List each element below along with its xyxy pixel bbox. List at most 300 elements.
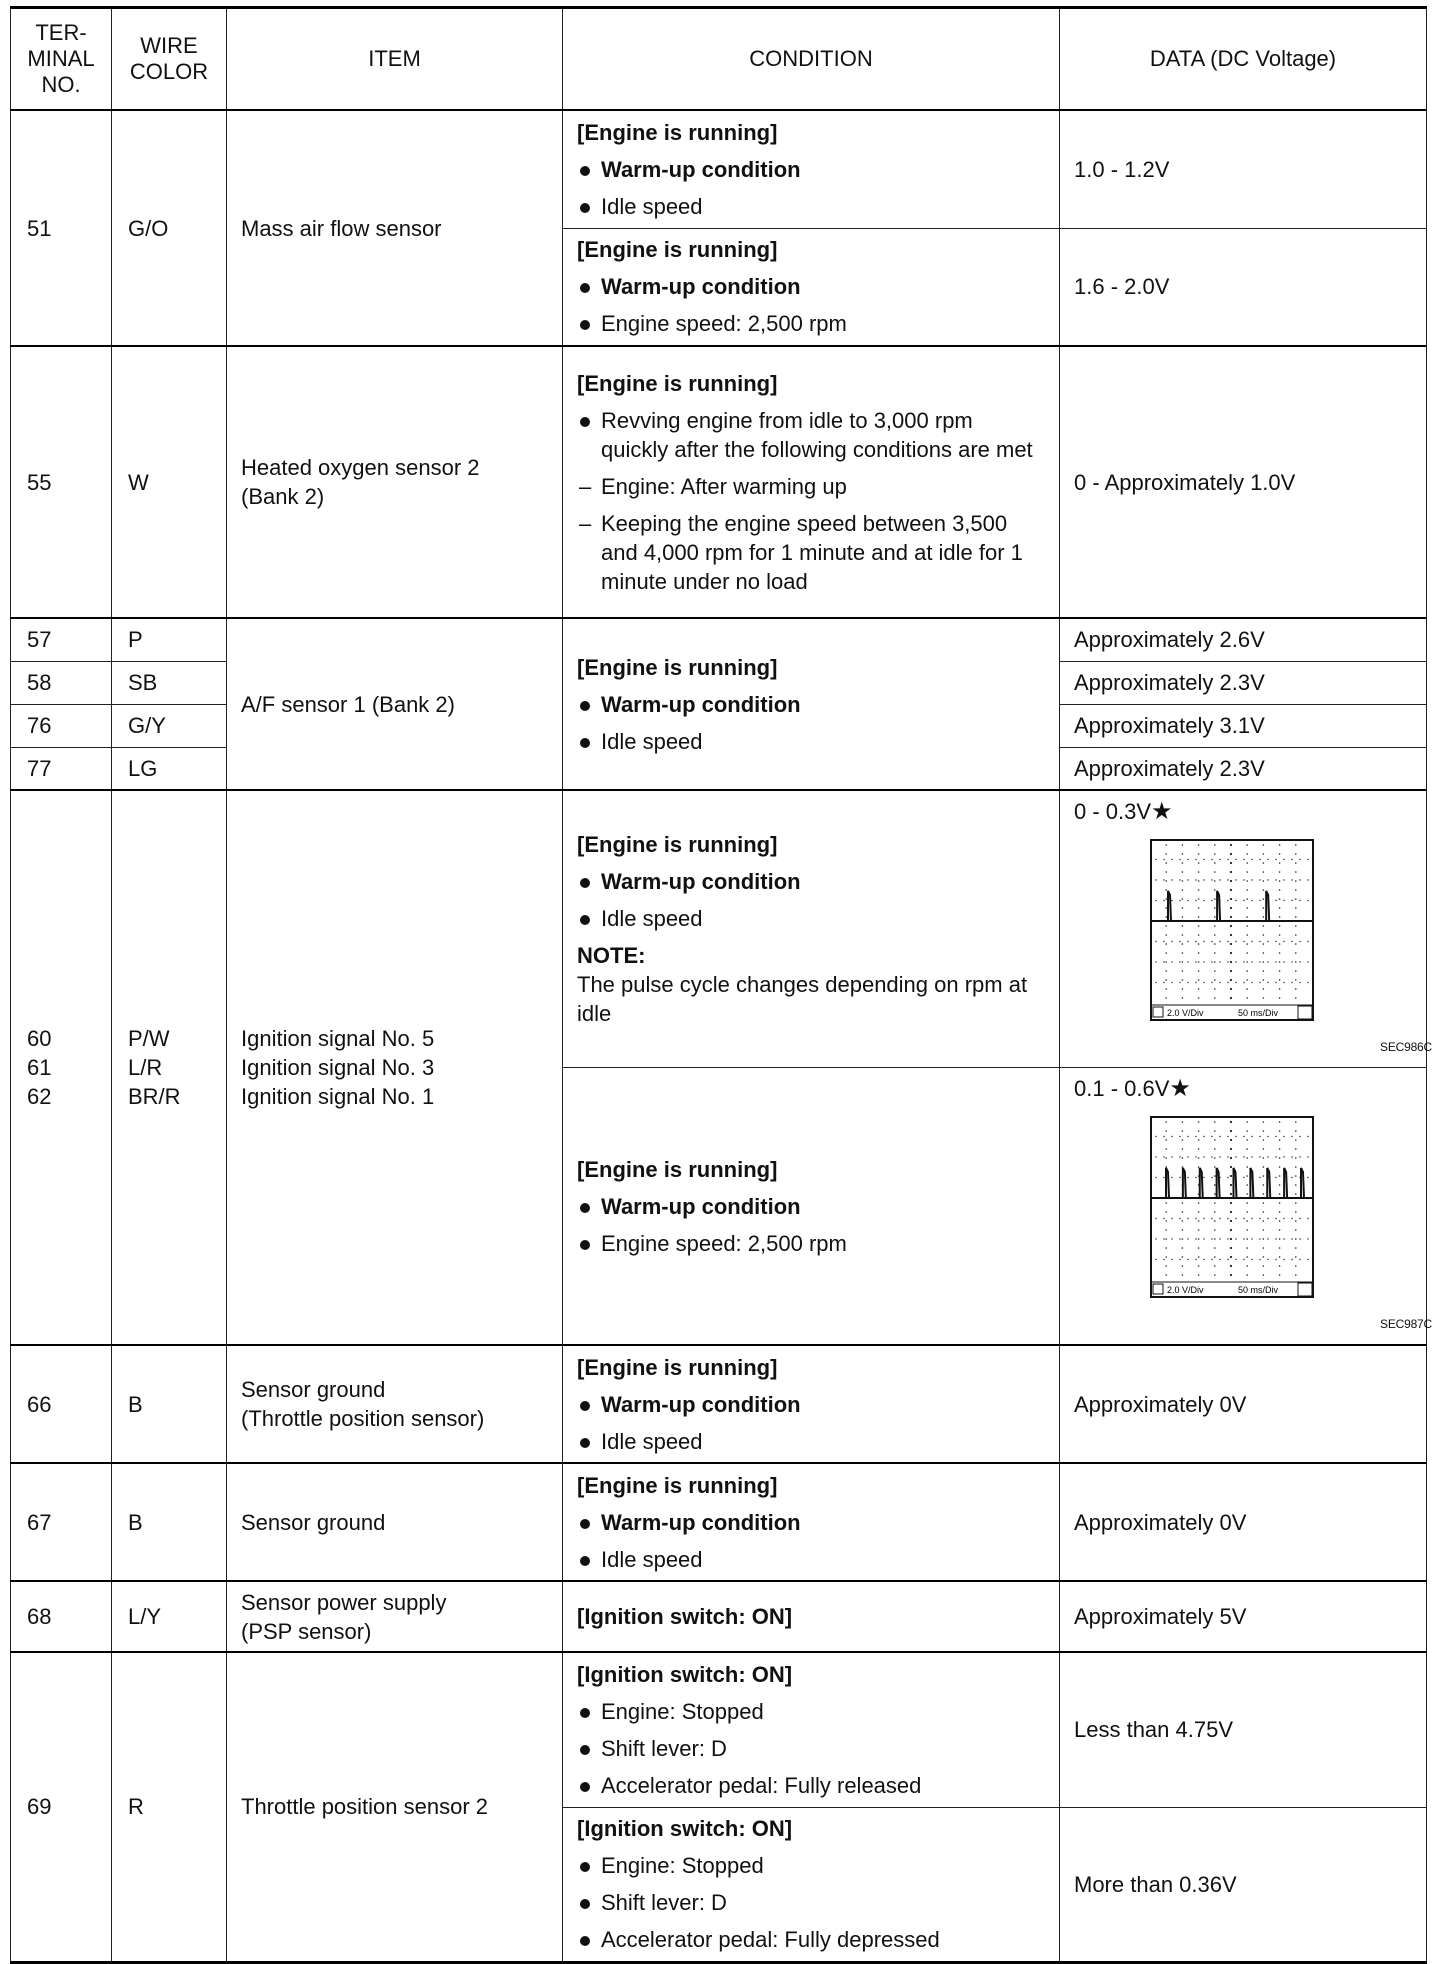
- scope-grid-dot: [1259, 879, 1260, 880]
- scope-grid-dot: [1230, 1256, 1232, 1258]
- terminal-no: 57: [11, 618, 112, 661]
- scope-grid-dot: [1243, 1156, 1244, 1157]
- scope-grid-dot: [1263, 871, 1265, 873]
- scope-grid-dot: [1182, 853, 1184, 855]
- scope-grid-dot: [1246, 871, 1248, 873]
- scope-grid-dot: [1243, 982, 1244, 983]
- scope-grid-dot: [1263, 961, 1265, 963]
- scope-grid-dot: [1187, 1259, 1188, 1260]
- scope-grid-dot: [1198, 1148, 1200, 1150]
- scope-grid-dot: [1246, 1247, 1248, 1249]
- item-line: (Bank 2): [241, 484, 325, 509]
- scope-grid-dot: [1246, 1139, 1248, 1141]
- scope-grid-dot: [1283, 900, 1284, 901]
- scope-grid-dot: [1263, 988, 1265, 990]
- data-value: Approximately 2.3V: [1060, 661, 1427, 704]
- scope-grid-dot: [1214, 1202, 1216, 1204]
- scope-grid-dot: [1259, 900, 1260, 901]
- scope-grid-dot: [1163, 879, 1164, 880]
- header-terminal-line: NO.: [41, 72, 81, 97]
- scope-grid-dot: [1230, 871, 1232, 873]
- scope-grid-dot: [1246, 907, 1248, 909]
- scope-grid-dot: [1291, 1156, 1292, 1157]
- scope-grid-dot: [1230, 925, 1232, 927]
- scope-grid-dot: [1295, 1166, 1297, 1168]
- scope-grid-dot: [1165, 1148, 1167, 1150]
- scope-grid-dot: [1283, 879, 1284, 880]
- scope-grid-dot: [1165, 916, 1167, 918]
- data-value: 1.6 - 2.0V: [1060, 228, 1427, 346]
- scope-grid-dot: [1251, 879, 1252, 880]
- condition-cell: [563, 110, 1060, 228]
- scope-grid-dot: [1211, 1238, 1212, 1239]
- scope-grid-dot: [1275, 1177, 1276, 1178]
- scope-grid-dot: [1263, 934, 1265, 936]
- condition-bullet: Idle speed: [577, 904, 1045, 933]
- scope-grid-dot: [1246, 997, 1248, 999]
- scope-grid-dot: [1171, 859, 1172, 860]
- scope-grid-dot: [1182, 1130, 1184, 1132]
- scope-grid-dot: [1246, 1256, 1248, 1258]
- scope-grid-dot: [1198, 1220, 1200, 1222]
- scope-grid-dot: [1219, 941, 1220, 942]
- scope-grid-dot: [1227, 1238, 1228, 1239]
- scope-grid-dot: [1295, 1238, 1297, 1240]
- data-value: Approximately 0V: [1060, 1463, 1427, 1581]
- scope-grid-dot: [1299, 1136, 1300, 1137]
- scope-grid-dot: [1182, 1202, 1184, 1204]
- scope-grid-dot: [1291, 1218, 1292, 1219]
- scope-grid-dot: [1267, 982, 1268, 983]
- condition-bullet: Accelerator pedal: Fully depressed: [577, 1925, 1045, 1954]
- scope-grid-dot: [1198, 952, 1200, 954]
- scope-grid-dot: [1182, 1220, 1184, 1222]
- scope-grid-dot: [1279, 1211, 1281, 1213]
- scope-grid-dot: [1267, 879, 1268, 880]
- scope-grid-dot: [1246, 988, 1248, 990]
- scope-grid-dot: [1195, 961, 1196, 962]
- scope-grid-dot: [1195, 941, 1196, 942]
- scope-grid-dot: [1165, 898, 1167, 900]
- scope-grid-dot: [1279, 862, 1281, 864]
- scope-grid-dot: [1165, 1265, 1167, 1267]
- scope-grid-dot: [1198, 1238, 1200, 1240]
- scope-grid-dot: [1263, 1247, 1265, 1249]
- scope-grid-dot: [1295, 1265, 1297, 1267]
- scope-grid-dot: [1182, 1256, 1184, 1258]
- scope-grid-dot: [1235, 982, 1236, 983]
- scope-grid-dot: [1246, 1166, 1248, 1168]
- scope-grid-dot: [1246, 1238, 1248, 1240]
- scope-grid-dot: [1165, 1274, 1167, 1276]
- scope-grid-dot: [1279, 997, 1281, 999]
- scope-grid-dot: [1227, 1136, 1228, 1137]
- oscilloscope-waveform-idle: [1150, 839, 1314, 1021]
- condition-header: [Engine is running]: [577, 119, 778, 145]
- scope-grid-dot: [1263, 1229, 1265, 1231]
- scope-grid-dot: [1295, 853, 1297, 855]
- scope-grid-dot: [1214, 1157, 1216, 1159]
- item-line: Heated oxygen sensor 2: [241, 455, 480, 480]
- condition-header: [Engine is running]: [577, 1354, 778, 1380]
- scope-grid-dot: [1291, 961, 1292, 962]
- scope-grid-dot: [1246, 1193, 1248, 1195]
- scope-grid-dot: [1283, 941, 1284, 942]
- scope-grid-dot: [1246, 1265, 1248, 1267]
- scope-grid-dot: [1243, 1218, 1244, 1219]
- scope-grid-dot: [1179, 1259, 1180, 1260]
- wire-color-line: BR/R: [128, 1084, 181, 1109]
- scope-grid-dot: [1279, 1157, 1281, 1159]
- scope-grid-dot: [1291, 1177, 1292, 1178]
- scope-grid-dot: [1246, 844, 1248, 846]
- scope-grid-dot: [1235, 1259, 1236, 1260]
- scope-grid-dot: [1165, 1130, 1167, 1132]
- scope-grid-dot: [1165, 988, 1167, 990]
- scope-grid-dot: [1263, 1274, 1265, 1276]
- scope-grid-dot: [1214, 1211, 1216, 1213]
- data-value: Approximately 2.3V: [1060, 747, 1427, 790]
- scope-grid-dot: [1295, 1256, 1297, 1258]
- scope-grid-dot: [1179, 941, 1180, 942]
- scope-grid-dot: [1246, 1229, 1248, 1231]
- scope-grid-dot: [1243, 961, 1244, 962]
- scope-grid-dot: [1246, 853, 1248, 855]
- scope-grid-dot: [1295, 934, 1297, 936]
- header-item: ITEM: [227, 8, 563, 111]
- condition-header: [Engine is running]: [577, 237, 778, 263]
- scope-grid-dot: [1214, 1166, 1216, 1168]
- item-name: Mass air flow sensor: [227, 110, 563, 346]
- scope-grid-dot: [1263, 970, 1265, 972]
- scope-grid-dot: [1155, 941, 1156, 942]
- scope-grid-dot: [1299, 941, 1300, 942]
- scope-grid-dot: [1295, 1247, 1297, 1249]
- scope-grid-dot: [1165, 1247, 1167, 1249]
- scope-grid-dot: [1246, 1220, 1248, 1222]
- scope-grid-dot: [1279, 1202, 1281, 1204]
- scope-grid-dot: [1279, 853, 1281, 855]
- wire-color-line: P/W: [128, 1026, 170, 1051]
- terminal-no: 67: [11, 1463, 112, 1581]
- scope-grid-dot: [1251, 1156, 1252, 1157]
- scope-grid-dot: [1214, 1274, 1216, 1276]
- scope-grid-dot: [1230, 880, 1232, 882]
- scope-grid-dot: [1165, 1166, 1167, 1168]
- wire-color: LG: [112, 747, 227, 790]
- scope-time-label: 50 ms/Div: [1238, 1285, 1279, 1295]
- scope-grid-dot: [1214, 898, 1216, 900]
- scope-grid-dot: [1214, 925, 1216, 927]
- scope-grid-dot: [1230, 1247, 1232, 1249]
- condition-bullet: Warm-up condition: [577, 1390, 1045, 1419]
- scope-grid-dot: [1235, 961, 1236, 962]
- scope-grid-dot: [1219, 1238, 1220, 1239]
- scope-grid-dot: [1230, 916, 1232, 918]
- scope-grid-dot: [1259, 1177, 1260, 1178]
- condition-cell: [563, 1068, 1060, 1346]
- scope-grid-dot: [1263, 925, 1265, 927]
- scope-grid-dot: [1155, 879, 1156, 880]
- condition-cell: [563, 618, 1060, 790]
- condition-bullet: Warm-up condition: [577, 1192, 1045, 1221]
- scope-grid-dot: [1171, 1238, 1172, 1239]
- scope-grid-dot: [1165, 1238, 1167, 1240]
- scope-grid-dot: [1295, 943, 1297, 945]
- terminal-no: [11, 790, 112, 1345]
- scope-grid-dot: [1295, 961, 1297, 963]
- scope-grid-dot: [1246, 1121, 1248, 1123]
- scope-grid-dot: [1307, 941, 1308, 942]
- scope-grid-dot: [1246, 952, 1248, 954]
- scope-grid-dot: [1263, 1157, 1265, 1159]
- scope-grid-dot: [1163, 1218, 1164, 1219]
- scope-grid-dot: [1182, 907, 1184, 909]
- item-name: [227, 346, 563, 618]
- scope-grid-dot: [1198, 853, 1200, 855]
- scope-grid-dot: [1263, 1184, 1265, 1186]
- condition-dash-item: – Keeping the engine speed between 3,500 and 4,000 rpm for 1 minute and at idle for 1 minute under no load: [577, 509, 1045, 596]
- scope-grid-dot: [1165, 1211, 1167, 1213]
- condition-bullet: Engine: Stopped: [577, 1697, 1045, 1726]
- item-name: Throttle position sensor 2: [227, 1652, 563, 1962]
- scope-grid-dot: [1219, 982, 1220, 983]
- scope-grid-dot: [1187, 1136, 1188, 1137]
- condition-cell: [563, 1345, 1060, 1463]
- scope-grid-dot: [1187, 961, 1188, 962]
- scope-grid-dot: [1279, 943, 1281, 945]
- scope-grid-dot: [1291, 982, 1292, 983]
- scope-grid-dot: [1182, 952, 1184, 954]
- scope-grid-dot: [1307, 1218, 1308, 1219]
- scope-grid-dot: [1295, 970, 1297, 972]
- item-line: (Throttle position sensor): [241, 1406, 485, 1431]
- scope-grid-dot: [1219, 1259, 1220, 1260]
- scope-grid-dot: [1227, 961, 1228, 962]
- scope-grid-dot: [1187, 1238, 1188, 1239]
- condition-cell: [563, 346, 1060, 618]
- item-line: Ignition signal No. 3: [241, 1055, 435, 1080]
- scope-grid-dot: [1275, 941, 1276, 942]
- scope-grid-dot: [1165, 943, 1167, 945]
- scope-grid-dot: [1211, 1156, 1212, 1157]
- condition-header: [Engine is running]: [577, 1156, 778, 1182]
- scope-grid-dot: [1198, 1121, 1200, 1123]
- scope-grid-dot: [1263, 898, 1265, 900]
- scope-grid-dot: [1219, 1136, 1220, 1137]
- scope-grid-dot: [1263, 943, 1265, 945]
- scope-grid-dot: [1182, 1139, 1184, 1141]
- scope-grid-dot: [1267, 1218, 1268, 1219]
- scope-grid-dot: [1263, 889, 1265, 891]
- scope-frame: [1151, 1117, 1313, 1297]
- scope-grid-dot: [1275, 1259, 1276, 1260]
- data-value: Approximately 2.6V: [1060, 618, 1427, 661]
- wire-color: B: [112, 1345, 227, 1463]
- scope-grid-dot: [1165, 907, 1167, 909]
- scope-grid-dot: [1214, 1247, 1216, 1249]
- scope-grid-dot: [1295, 979, 1297, 981]
- item-line: (PSP sensor): [241, 1618, 372, 1644]
- scope-grid-dot: [1214, 997, 1216, 999]
- scope-grid-dot: [1214, 1148, 1216, 1150]
- terminal-no-line: 62: [27, 1084, 52, 1109]
- scope-grid-dot: [1211, 961, 1212, 962]
- scope-grid-dot: [1211, 1218, 1212, 1219]
- scope-grid-dot: [1279, 889, 1281, 891]
- scope-grid-dot: [1198, 1166, 1200, 1168]
- scope-grid-dot: [1211, 859, 1212, 860]
- scope-grid-dot: [1295, 1193, 1297, 1195]
- scope-grid-dot: [1214, 1184, 1216, 1186]
- scope-grid-dot: [1251, 1136, 1252, 1137]
- scope-grid-dot: [1291, 1259, 1292, 1260]
- scope-grid-dot: [1295, 1211, 1297, 1213]
- scope-grid-dot: [1198, 925, 1200, 927]
- scope-grid-dot: [1171, 1259, 1172, 1260]
- scope-grid-dot: [1203, 1156, 1204, 1157]
- scope-grid-dot: [1198, 997, 1200, 999]
- condition-bullet: Warm-up condition: [577, 1508, 1045, 1537]
- terminal-no-line: 61: [27, 1055, 52, 1080]
- scope-grid-dot: [1187, 879, 1188, 880]
- scope-grid-dot: [1171, 961, 1172, 962]
- scope-grid-dot: [1230, 970, 1232, 972]
- scope-grid-dot: [1246, 1175, 1248, 1177]
- scope-grid-dot: [1165, 979, 1167, 981]
- item-line: Ignition signal No. 5: [241, 1026, 435, 1051]
- scope-grid-dot: [1203, 941, 1204, 942]
- scope-grid-dot: [1165, 862, 1167, 864]
- condition-bullet: Idle speed: [577, 1427, 1045, 1456]
- scope-grid-dot: [1283, 1218, 1284, 1219]
- table-row: [11, 1581, 1427, 1652]
- scope-grid-dot: [1198, 889, 1200, 891]
- note-title: NOTE:: [577, 943, 646, 968]
- scope-grid-dot: [1279, 1139, 1281, 1141]
- scope-grid-dot: [1198, 961, 1200, 963]
- scope-grid-dot: [1171, 1156, 1172, 1157]
- scope-grid-dot: [1214, 1220, 1216, 1222]
- scope-grid-dot: [1246, 961, 1248, 963]
- item-name: A/F sensor 1 (Bank 2): [227, 618, 563, 790]
- scope-grid-dot: [1251, 1238, 1252, 1239]
- scope-grid-dot: [1251, 961, 1252, 962]
- scope-grid-dot: [1307, 961, 1308, 962]
- scope-grid-dot: [1299, 1156, 1300, 1157]
- scope-grid-dot: [1230, 1130, 1232, 1132]
- scope-grid-dot: [1259, 1156, 1260, 1157]
- scope-grid-dot: [1230, 1193, 1232, 1195]
- scope-grid-dot: [1243, 1177, 1244, 1178]
- wire-color: B: [112, 1463, 227, 1581]
- scope-grid-dot: [1279, 871, 1281, 873]
- scope-grid-dot: [1165, 970, 1167, 972]
- scope-grid-dot: [1246, 970, 1248, 972]
- condition-bullet: Warm-up condition: [577, 272, 1045, 301]
- scope-grid-dot: [1230, 1229, 1232, 1231]
- scope-grid-dot: [1214, 1121, 1216, 1123]
- data-value: More than 0.36V: [1060, 1807, 1427, 1962]
- scope-grid-dot: [1279, 988, 1281, 990]
- data-value: 0 - Approximately 1.0V: [1060, 346, 1427, 618]
- scope-grid-dot: [1165, 889, 1167, 891]
- scope-grid-dot: [1307, 1156, 1308, 1157]
- scope-grid-dot: [1203, 1177, 1204, 1178]
- scope-grid-dot: [1295, 1148, 1297, 1150]
- condition-bullet: Engine speed: 2,500 rpm: [577, 309, 1045, 338]
- scope-time-label: 50 ms/Div: [1238, 1008, 1279, 1018]
- scope-grid-dot: [1263, 952, 1265, 954]
- scope-grid-dot: [1182, 916, 1184, 918]
- scope-grid-dot: [1295, 1229, 1297, 1231]
- scope-grid-dot: [1299, 1259, 1300, 1260]
- scope-grid-dot: [1165, 1139, 1167, 1141]
- scope-grid-dot: [1179, 879, 1180, 880]
- star-icon: ★: [1151, 798, 1173, 825]
- scope-grid-dot: [1235, 1238, 1236, 1239]
- scope-grid-dot: [1171, 1218, 1172, 1219]
- scope-grid-dot: [1155, 859, 1156, 860]
- scope-grid-dot: [1246, 898, 1248, 900]
- scope-grid-dot: [1230, 1139, 1232, 1141]
- scope-grid-dot: [1179, 900, 1180, 901]
- scope-grid-dot: [1267, 961, 1268, 962]
- condition-bullet: Idle speed: [577, 1545, 1045, 1574]
- scope-grid-dot: [1291, 900, 1292, 901]
- header-wire-color: [112, 8, 227, 111]
- terminal-no: 69: [11, 1652, 112, 1962]
- scope-grid-dot: [1295, 1139, 1297, 1141]
- scope-grid-dot: [1307, 1177, 1308, 1178]
- header-terminal-line: TER-: [35, 20, 87, 45]
- scope-grid-dot: [1263, 1220, 1265, 1222]
- scope-grid-dot: [1182, 1238, 1184, 1240]
- table-row: [11, 1463, 1427, 1581]
- scope-grid-dot: [1246, 862, 1248, 864]
- condition-cell: [563, 1581, 1060, 1652]
- condition-bullet: Engine speed: 2,500 rpm: [577, 1229, 1045, 1258]
- scope-grid-dot: [1182, 1265, 1184, 1267]
- scope-grid-dot: [1219, 859, 1220, 860]
- scope-grid-dot: [1275, 859, 1276, 860]
- scope-grid-dot: [1187, 859, 1188, 860]
- scope-grid-dot: [1295, 898, 1297, 900]
- scope-grid-dot: [1307, 879, 1308, 880]
- scope-grid-dot: [1227, 1259, 1228, 1260]
- scope-grid-dot: [1263, 907, 1265, 909]
- scope-grid-dot: [1230, 1274, 1232, 1276]
- scope-grid-dot: [1198, 907, 1200, 909]
- scope-grid-dot: [1246, 880, 1248, 882]
- condition-bullet: Shift lever: D: [577, 1734, 1045, 1763]
- scope-grid-dot: [1275, 1218, 1276, 1219]
- scope-grid-dot: [1295, 1157, 1297, 1159]
- scope-grid-dot: [1214, 934, 1216, 936]
- scope-grid-dot: [1246, 1274, 1248, 1276]
- scope-grid-dot: [1211, 879, 1212, 880]
- scope-grid-dot: [1214, 961, 1216, 963]
- condition-bullet: Accelerator pedal: Fully released: [577, 1771, 1045, 1800]
- terminal-table-page: [10, 6, 1432, 1964]
- scope-grid-dot: [1267, 859, 1268, 860]
- scope-grid-dot: [1299, 900, 1300, 901]
- scope-grid-dot: [1267, 1238, 1268, 1239]
- terminal-no: 77: [11, 747, 112, 790]
- scope-grid-dot: [1291, 1238, 1292, 1239]
- scope-grid-dot: [1279, 925, 1281, 927]
- scope-volt-label: 2.0 V/Div: [1167, 1285, 1204, 1295]
